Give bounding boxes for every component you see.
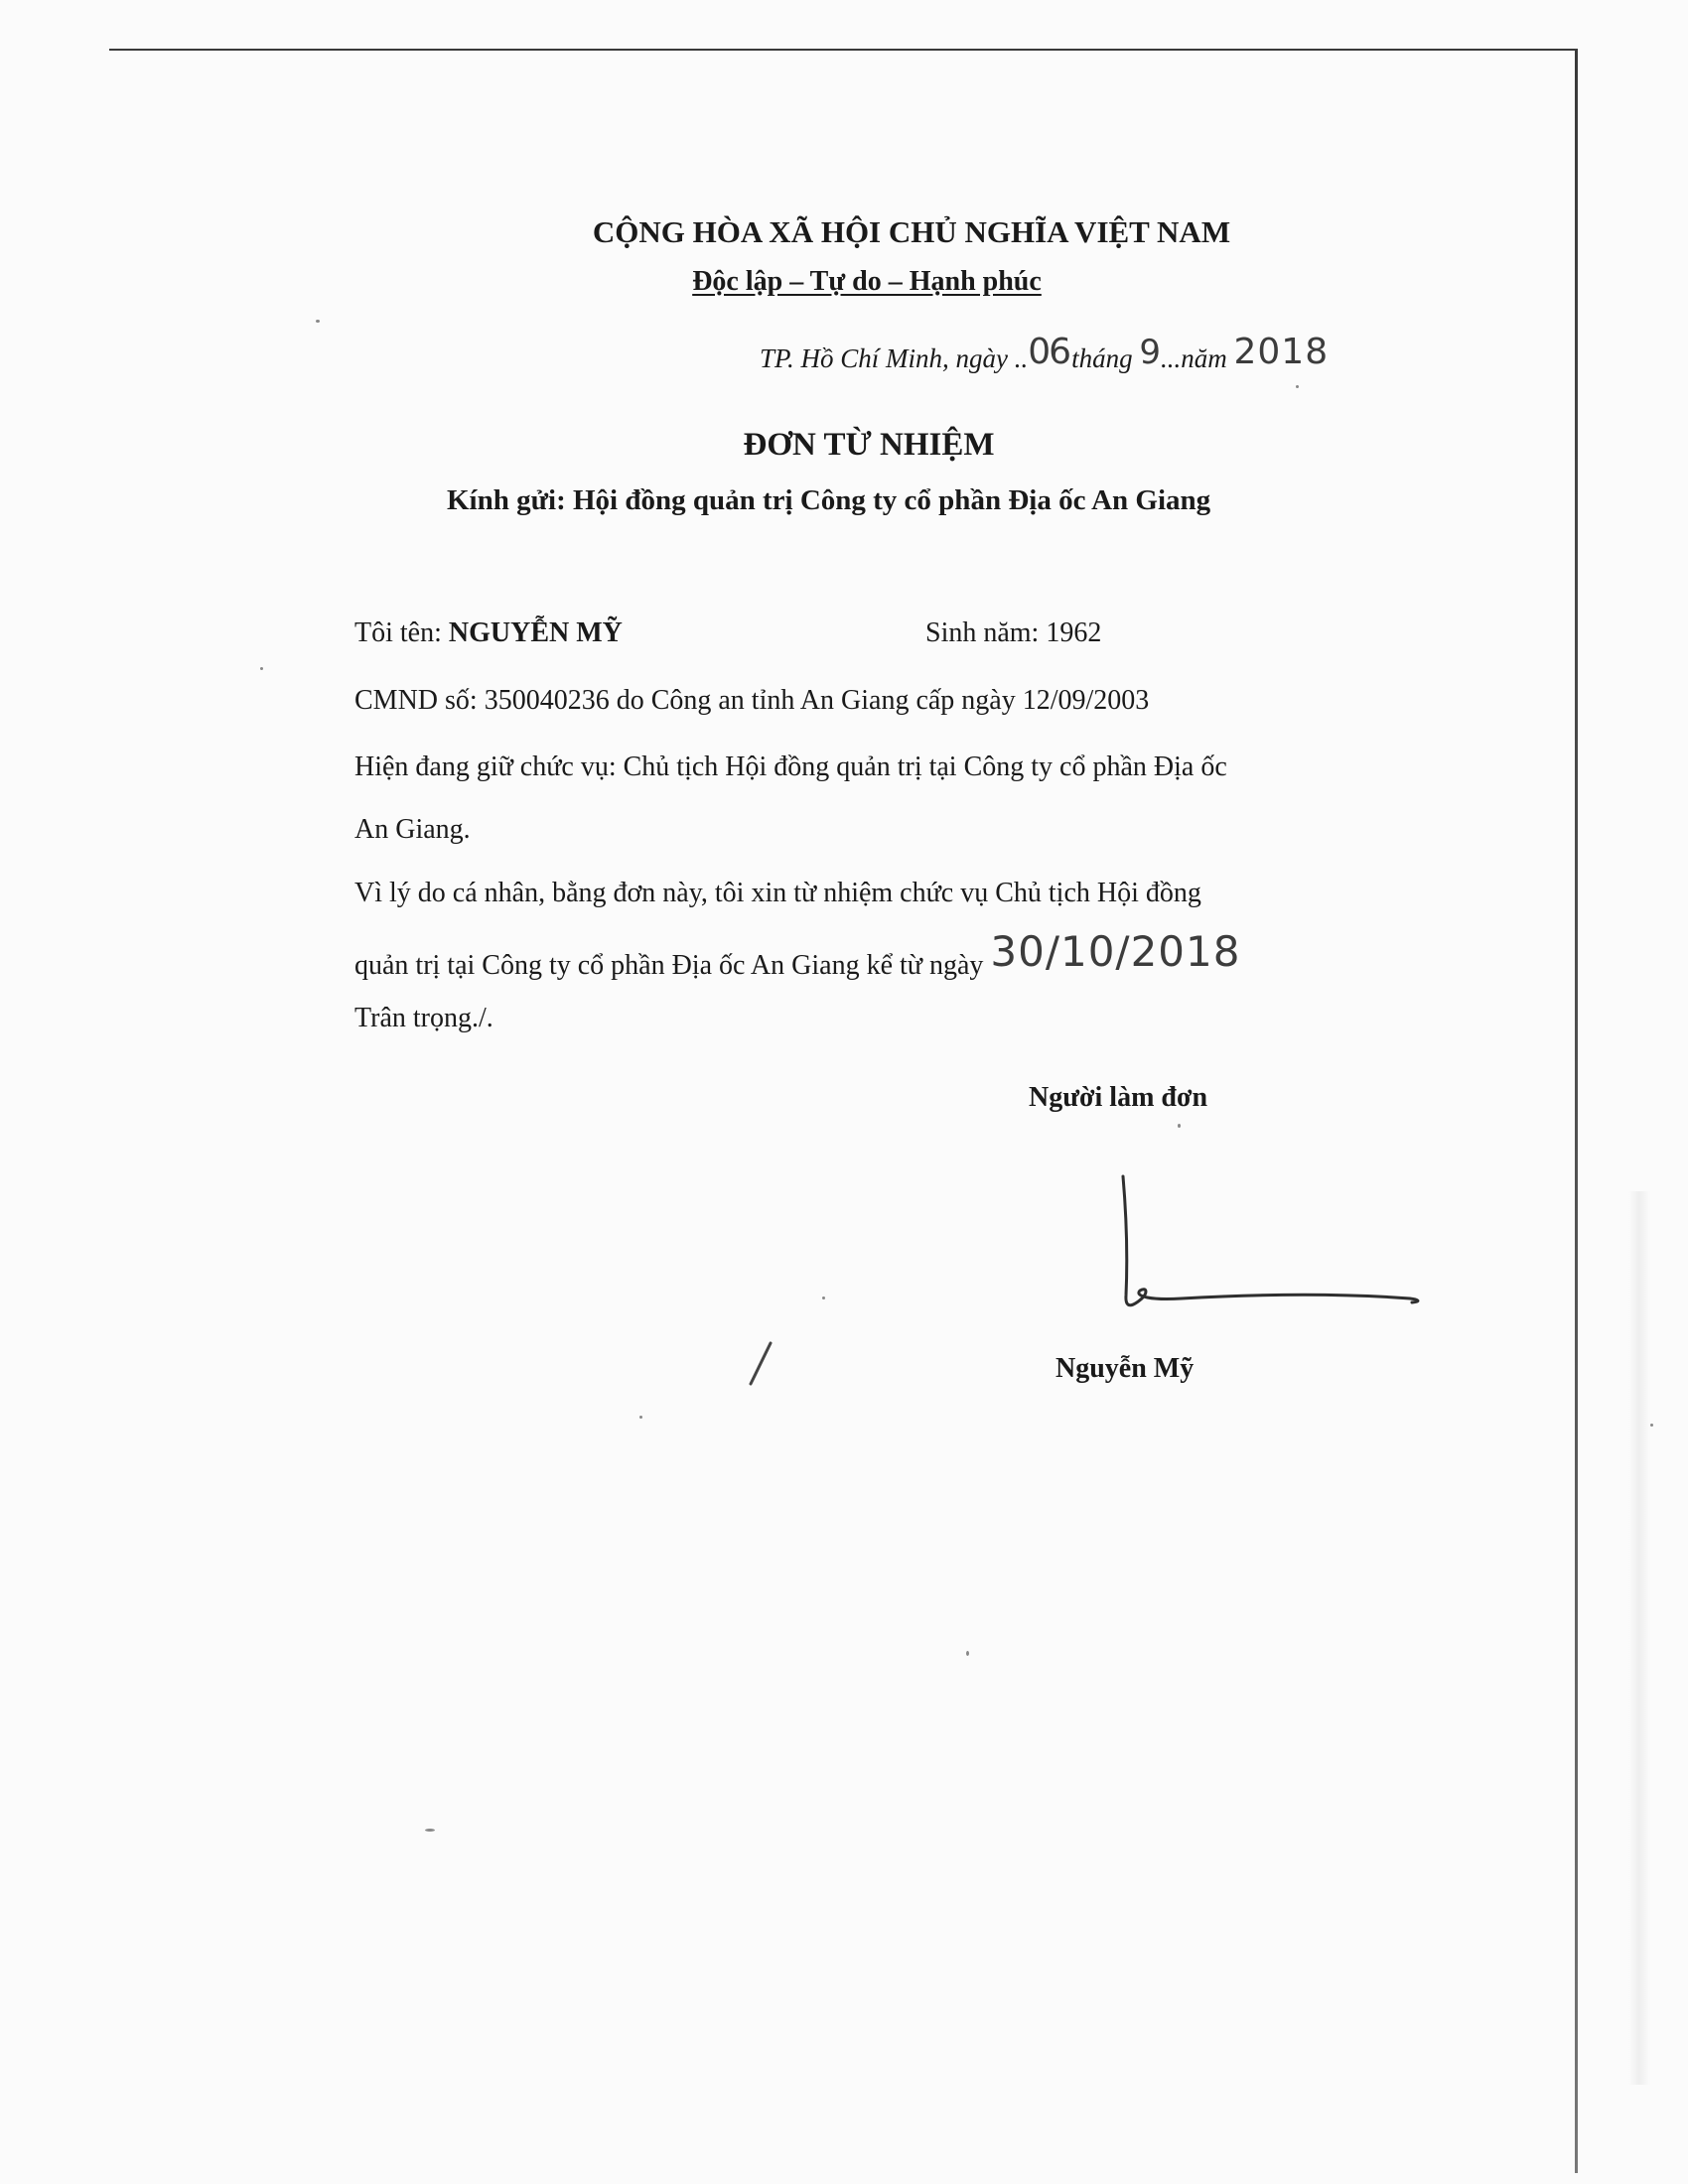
stray-pen-mark [745,1340,774,1388]
signer-label: Người làm đơn [1029,1082,1208,1113]
birth-year-line: Sinh năm: 1962 [925,617,1102,648]
scan-speck [1296,385,1299,388]
date-prefix: TP. Hồ Chí Minh, ngày [760,343,1015,373]
year-label: năm [1181,343,1234,373]
handwritten-day: 06 [1028,332,1070,372]
scan-shadow [1628,1191,1650,2085]
scan-speck [260,667,263,670]
scan-speck [639,1416,642,1419]
date-line [760,332,1330,376]
handwritten-month: 9 [1139,333,1161,372]
date-dots-2: ... [1160,343,1182,373]
scan-speck [425,1829,435,1832]
reason-line-continued [354,927,1241,984]
right-border-line [1575,49,1578,2173]
reason-line: Vì lý do cá nhân, bằng đơn này, tôi xin từ nhiệm chức vụ Chủ tịch Hội đồng [354,878,1201,908]
top-border-line [109,49,1577,51]
nation-header: CỘNG HÒA XÃ HỘI CHỦ NGHĨA VIỆT NAM [592,214,1231,249]
reason-line-prefix: quản trị tại Công ty cổ phần Địa ốc An Giang kể từ ngày [354,950,991,981]
recipient-line: Kính gửi: Hội đồng quản trị Công ty cổ phần Địa ốc An Giang [447,484,1211,516]
scan-speck [316,320,320,323]
document-title: ĐƠN TỪ NHIỆM [743,427,995,463]
signature-mark [1112,1171,1430,1320]
scan-speck [1650,1424,1653,1427]
id-card-line: CMND số: 350040236 do Công an tỉnh An Giang cấp ngày 12/09/2003 [354,685,1150,716]
position-line: Hiện đang giữ chức vụ: Chủ tịch Hội đồng quản trị tại Công ty cổ phần Địa ốc [354,751,1227,782]
national-motto: Độc lập – Tự do – Hạnh phúc [692,266,1042,297]
scan-speck [1178,1124,1181,1128]
name-label: Tôi tên: [354,617,449,648]
scan-speck [966,1651,969,1656]
handwritten-year: 2018 [1233,332,1330,372]
scan-speck [822,1297,825,1299]
date-dots: .. [1014,343,1029,373]
name-line [354,617,623,649]
month-label: tháng [1071,343,1140,373]
closing-line: Trân trọng./. [354,1003,493,1033]
signer-name: Nguyễn Mỹ [1055,1353,1195,1384]
position-line-continued: An Giang. [354,814,471,845]
name-value: NGUYỄN MỸ [448,617,623,648]
handwritten-effective-date: 30/10/2018 [990,927,1241,976]
